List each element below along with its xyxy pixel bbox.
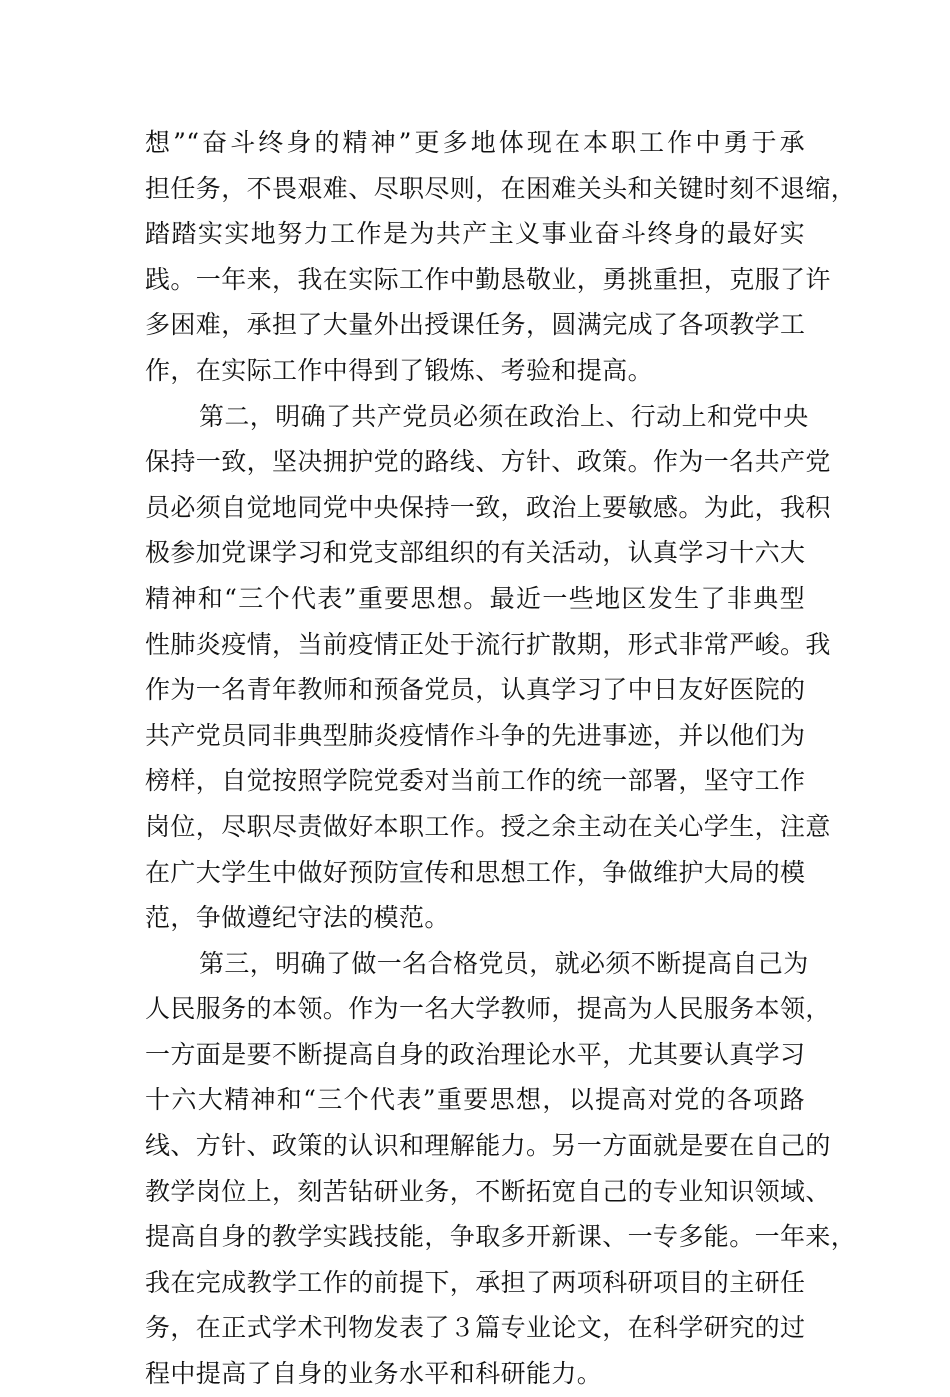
- text-line: 保持一致，坚决拥护党的路线、方针、政策。作为一名共产党: [145, 447, 831, 477]
- text-line: 人民服务的本领。作为一名大学教师，提高为人民服务本领，: [145, 994, 831, 1024]
- text-line: 务，在正式学术刊物发表了３篇专业论文，在科学研究的过: [145, 1313, 806, 1343]
- text-line: 岗位，尽职尽责做好本职工作。授之余主动在关心学生，注意: [145, 811, 831, 841]
- text-line: 我在完成教学工作的前提下，承担了两项科研项目的主研任: [145, 1267, 806, 1297]
- text-line: 线、方针、政策的认识和理解能力。另一方面就是要在自己的: [145, 1131, 831, 1161]
- text-line: 提高自身的教学实践技能，争取多开新课、一专多能。一年来，: [145, 1222, 857, 1252]
- text-line: 作为一名青年教师和预备党员，认真学习了中日友好医院的: [145, 675, 806, 705]
- text-line: 第二，明确了共产党员必须在政治上、行动上和党中央: [199, 401, 809, 431]
- text-line: 多困难，承担了大量外出授课任务，圆满完成了各项教学工: [145, 310, 806, 340]
- text-line: 想”“奋斗终身的精神”更多地体现在本职工作中勇于承: [145, 128, 805, 157]
- text-line: 第三，明确了做一名合格党员，就必须不断提高自己为: [199, 948, 809, 978]
- text-line: 教学岗位上，刻苦钻研业务，不断拓宽自己的专业知识领域、: [145, 1176, 831, 1206]
- text-line: 性肺炎疫情，当前疫情正处于流行扩散期，形式非常严峻。我: [145, 629, 831, 659]
- document-body: [145, 120, 857, 1397]
- text-line: 践。一年来，我在实际工作中勤恳敬业，勇挑重担，克服了许: [145, 264, 831, 294]
- text-line: 作，在实际工作中得到了锻炼、考验和提高。: [145, 355, 654, 385]
- text-line: 踏踏实实地努力工作是为共产主义事业奋斗终身的最好实: [145, 219, 805, 249]
- text-line: 在广大学生中做好预防宣传和思想工作，争做维护大局的模: [145, 857, 806, 887]
- text-line: 一方面是要不断提高自身的政治理论水平，尤其要认真学习: [145, 1039, 806, 1069]
- text-line: 员必须自觉地同党中央保持一致，政治上要敏感。为此，我积: [145, 492, 831, 522]
- text-line: 精神和“三个代表”重要思想。最近一些地区发生了非典型: [145, 583, 805, 613]
- text-line: 极参加党课学习和党支部组织的有关活动，认真学习十六大: [145, 538, 806, 568]
- text-line: 范，争做遵纪守法的模范。: [145, 903, 450, 933]
- text-line: 十六大精神和“三个代表”重要思想，以提高对党的各项路: [145, 1085, 805, 1115]
- text-line: 榜样，自觉按照学院党委对当前工作的统一部署，坚守工作: [145, 766, 806, 796]
- text-line: 共产党员同非典型肺炎疫情作斗争的先进事迹，并以他们为: [145, 720, 806, 750]
- text-line: 担任务，不畏艰难、尽职尽则，在困难关头和关键时刻不退缩，: [145, 173, 857, 203]
- text-line: 程中提高了自身的业务水平和科研能力。: [145, 1359, 603, 1389]
